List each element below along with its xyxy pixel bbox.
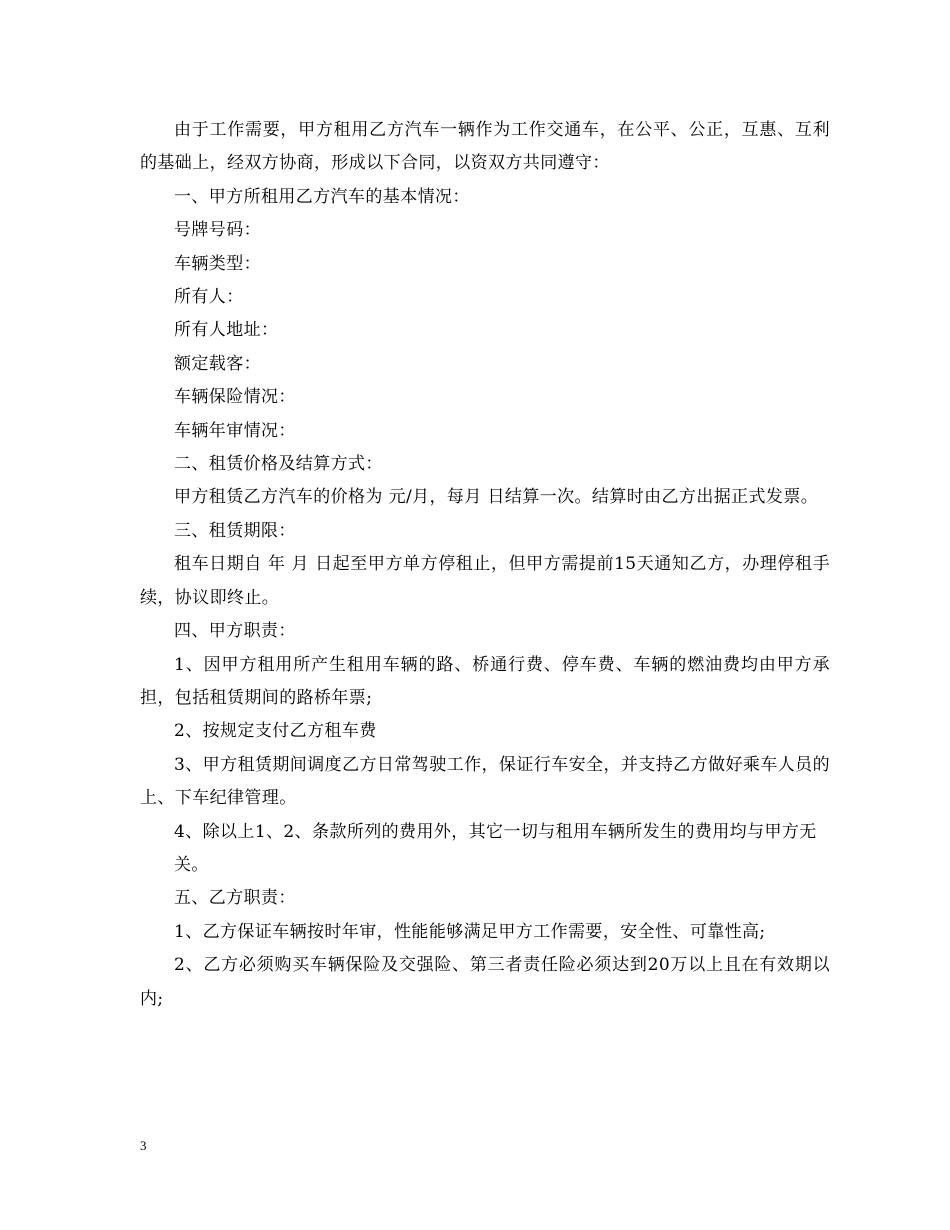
section-heading-price: 二、租赁价格及结算方式：: [174, 454, 383, 475]
paragraph-term: 租车日期自 年 月 日起至甲方单方停租止，但甲方需提前15天通知乙方，办理停租手续，协议即终止。: [140, 554, 830, 608]
party-a-duty-4-continuation: 关。: [174, 854, 209, 875]
section-heading-party-b-duties: 五、乙方职责：: [174, 888, 296, 909]
field-vehicle-type: 车辆类型：: [174, 253, 261, 274]
party-a-duty-4: 4、除以上1、2、条款所列的费用外，其它一切与租用车辆所发生的费用均与甲方无: [174, 821, 817, 842]
section-heading-party-a-duties: 四、甲方职责：: [174, 621, 296, 642]
party-b-duty-2: 2、乙方必须购买车辆保险及交强险、第三者责任险必须达到20万以上且在有效期以内;: [140, 955, 830, 1009]
document-body: [140, 114, 830, 1016]
field-plate-number: 号牌号码：: [174, 220, 261, 241]
section-heading-basic-info: 一、甲方所租用乙方汽车的基本情况：: [174, 186, 470, 207]
section-heading-term: 三、租赁期限：: [174, 520, 296, 541]
party-b-duty-1: 1、乙方保证车辆按时年审，性能能够满足甲方工作需要，安全性、可靠性高;: [174, 921, 766, 942]
party-a-duty-2: 2、按规定支付乙方租车费: [174, 721, 377, 742]
party-a-duty-3: 3、甲方租赁期间调度乙方日常驾驶工作，保证行车安全，并支持乙方做好乘车人员的上、下车纪律管理。: [140, 754, 830, 809]
field-owner-address: 所有人地址：: [174, 320, 279, 341]
page-number: 3: [140, 1138, 147, 1153]
field-rated-capacity: 额定载客：: [174, 353, 261, 374]
field-insurance-status: 车辆保险情况：: [174, 387, 296, 408]
field-annual-inspection: 车辆年审情况：: [174, 420, 296, 441]
paragraph-intro: 由于工作需要，甲方租用乙方汽车一辆作为工作交通车，在公平、公正，互惠、互利的基础上，经双方协商，形成以下合同，以资双方共同遵守：: [140, 120, 830, 174]
field-owner: 所有人：: [174, 287, 244, 308]
paragraph-price: 甲方租赁乙方汽车的价格为 元/月，每月 日结算一次。结算时由乙方出据正式发票。: [174, 487, 819, 508]
party-a-duty-1: 1、因甲方租用所产生租用车辆的路、桥通行费、停车费、车辆的燃油费均由甲方承担，包括租赁期间的路桥年票;: [140, 654, 830, 708]
